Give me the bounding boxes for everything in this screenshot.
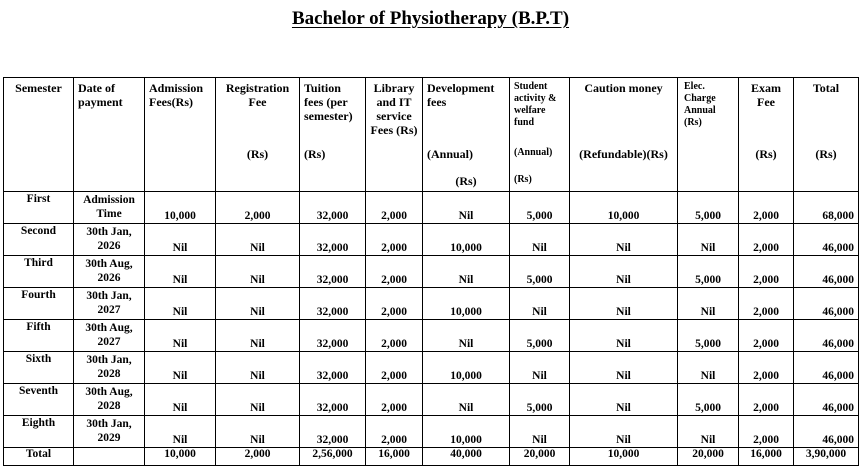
totals-exam: 16,000 bbox=[739, 448, 794, 466]
tuition-cell: 32,000 bbox=[300, 192, 366, 224]
library-cell: 2,000 bbox=[366, 416, 423, 448]
total-cell: 46,000 bbox=[794, 352, 859, 384]
totals-label: Total bbox=[4, 448, 74, 466]
semester-cell: Second bbox=[4, 224, 74, 256]
total-cell: 46,000 bbox=[794, 320, 859, 352]
exam-cell: 2,000 bbox=[739, 224, 794, 256]
student-cell: Nil bbox=[510, 352, 570, 384]
library-cell: 2,000 bbox=[366, 256, 423, 288]
header-caution: Caution money (Refundable)(Rs) bbox=[570, 78, 678, 192]
table-row bbox=[4, 384, 859, 416]
development-cell: 10,000 bbox=[423, 288, 510, 320]
date-cell: 30th Aug, 2026 bbox=[74, 256, 145, 288]
library-cell: 2,000 bbox=[366, 320, 423, 352]
totals-development: 40,000 bbox=[423, 448, 510, 466]
date-cell: 30th Jan, 2026 bbox=[74, 224, 145, 256]
table-row bbox=[4, 416, 859, 448]
library-cell: 2,000 bbox=[366, 352, 423, 384]
date-cell: 30th Jan, 2027 bbox=[74, 288, 145, 320]
development-cell: Nil bbox=[423, 384, 510, 416]
caution-cell: 10,000 bbox=[570, 192, 678, 224]
admission-cell: Nil bbox=[145, 384, 216, 416]
exam-cell: 2,000 bbox=[739, 288, 794, 320]
header-row bbox=[4, 78, 859, 192]
elec-cell: Nil bbox=[678, 288, 739, 320]
totals-elec: 20,000 bbox=[678, 448, 739, 466]
header-library: Library and IT service Fees (Rs) bbox=[366, 78, 423, 192]
total-cell: 46,000 bbox=[794, 256, 859, 288]
tuition-cell: 32,000 bbox=[300, 224, 366, 256]
registration-cell: Nil bbox=[216, 288, 300, 320]
student-cell: Nil bbox=[510, 416, 570, 448]
elec-cell: Nil bbox=[678, 224, 739, 256]
library-cell: 2,000 bbox=[366, 224, 423, 256]
registration-cell: Nil bbox=[216, 224, 300, 256]
tuition-cell: 32,000 bbox=[300, 320, 366, 352]
development-cell: Nil bbox=[423, 320, 510, 352]
semester-cell: Third bbox=[4, 256, 74, 288]
header-total: Total (Rs) bbox=[794, 78, 859, 192]
student-cell: 5,000 bbox=[510, 192, 570, 224]
table-row bbox=[4, 256, 859, 288]
caution-cell: Nil bbox=[570, 384, 678, 416]
totals-date bbox=[74, 448, 145, 466]
registration-cell: Nil bbox=[216, 256, 300, 288]
totals-caution: 10,000 bbox=[570, 448, 678, 466]
tuition-cell: 32,000 bbox=[300, 384, 366, 416]
tuition-cell: 32,000 bbox=[300, 288, 366, 320]
student-cell: Nil bbox=[510, 288, 570, 320]
development-cell: Nil bbox=[423, 192, 510, 224]
library-cell: 2,000 bbox=[366, 192, 423, 224]
exam-cell: 2,000 bbox=[739, 416, 794, 448]
admission-cell: Nil bbox=[145, 320, 216, 352]
admission-cell: Nil bbox=[145, 352, 216, 384]
caution-cell: Nil bbox=[570, 416, 678, 448]
elec-cell: Nil bbox=[678, 352, 739, 384]
totals-tuition: 2,56,000 bbox=[300, 448, 366, 466]
totals-student: 20,000 bbox=[510, 448, 570, 466]
total-cell: 46,000 bbox=[794, 416, 859, 448]
semester-cell: Sixth bbox=[4, 352, 74, 384]
registration-cell: Nil bbox=[216, 416, 300, 448]
exam-cell: 2,000 bbox=[739, 192, 794, 224]
development-cell: Nil bbox=[423, 256, 510, 288]
totals-admission: 10,000 bbox=[145, 448, 216, 466]
date-cell: 30th Aug, 2027 bbox=[74, 320, 145, 352]
semester-cell: First bbox=[4, 192, 74, 224]
exam-cell: 2,000 bbox=[739, 256, 794, 288]
totals-registration: 2,000 bbox=[216, 448, 300, 466]
total-cell: 46,000 bbox=[794, 288, 859, 320]
table-row bbox=[4, 288, 859, 320]
page-title: Bachelor of Physiotherapy (B.P.T) bbox=[291, 8, 570, 29]
development-cell: 10,000 bbox=[423, 352, 510, 384]
semester-cell: Fifth bbox=[4, 320, 74, 352]
admission-cell: Nil bbox=[145, 288, 216, 320]
date-cell: 30th Jan, 2028 bbox=[74, 352, 145, 384]
totals-library: 16,000 bbox=[366, 448, 423, 466]
registration-cell: Nil bbox=[216, 352, 300, 384]
header-registration: Registration Fee (Rs) bbox=[216, 78, 300, 192]
header-semester: Semester bbox=[4, 78, 74, 192]
tuition-cell: 32,000 bbox=[300, 416, 366, 448]
development-cell: 10,000 bbox=[423, 224, 510, 256]
exam-cell: 2,000 bbox=[739, 352, 794, 384]
registration-cell: Nil bbox=[216, 320, 300, 352]
header-development: Development fees (Annual) (Rs) bbox=[423, 78, 510, 192]
admission-cell: 10,000 bbox=[145, 192, 216, 224]
header-exam: Exam Fee (Rs) bbox=[739, 78, 794, 192]
registration-cell: 2,000 bbox=[216, 192, 300, 224]
header-date: Date of payment bbox=[74, 78, 145, 192]
tuition-cell: 32,000 bbox=[300, 352, 366, 384]
total-cell: 46,000 bbox=[794, 224, 859, 256]
table-row bbox=[4, 224, 859, 256]
development-cell: 10,000 bbox=[423, 416, 510, 448]
library-cell: 2,000 bbox=[366, 288, 423, 320]
table-row bbox=[4, 352, 859, 384]
totals-total: 3,90,000 bbox=[794, 448, 859, 466]
caution-cell: Nil bbox=[570, 224, 678, 256]
totals-row bbox=[4, 448, 859, 466]
elec-cell: 5,000 bbox=[678, 192, 739, 224]
admission-cell: Nil bbox=[145, 256, 216, 288]
header-student-activity: Student activity & welfare fund (Annual) (Rs) bbox=[510, 78, 570, 192]
exam-cell: 2,000 bbox=[739, 320, 794, 352]
total-cell: 46,000 bbox=[794, 384, 859, 416]
registration-cell: Nil bbox=[216, 384, 300, 416]
date-cell: 30th Jan, 2029 bbox=[74, 416, 145, 448]
admission-cell: Nil bbox=[145, 224, 216, 256]
header-elec: Elec. Charge Annual (Rs) bbox=[678, 78, 739, 192]
header-tuition: Tuition fees (per semester) (Rs) bbox=[300, 78, 366, 192]
semester-cell: Seventh bbox=[4, 384, 74, 416]
admission-cell: Nil bbox=[145, 416, 216, 448]
elec-cell: 5,000 bbox=[678, 320, 739, 352]
header-admission: Admission Fees(Rs) bbox=[145, 78, 216, 192]
table-row bbox=[4, 320, 859, 352]
date-cell: 30th Aug, 2028 bbox=[74, 384, 145, 416]
table-row bbox=[4, 192, 859, 224]
semester-cell: Fourth bbox=[4, 288, 74, 320]
elec-cell: Nil bbox=[678, 416, 739, 448]
caution-cell: Nil bbox=[570, 352, 678, 384]
student-cell: 5,000 bbox=[510, 384, 570, 416]
semester-cell: Eighth bbox=[4, 416, 74, 448]
elec-cell: 5,000 bbox=[678, 256, 739, 288]
date-cell: Admission Time bbox=[74, 192, 145, 224]
elec-cell: 5,000 bbox=[678, 384, 739, 416]
caution-cell: Nil bbox=[570, 256, 678, 288]
fee-table bbox=[3, 77, 859, 466]
student-cell: 5,000 bbox=[510, 320, 570, 352]
exam-cell: 2,000 bbox=[739, 384, 794, 416]
student-cell: 5,000 bbox=[510, 256, 570, 288]
tuition-cell: 32,000 bbox=[300, 256, 366, 288]
total-cell: 68,000 bbox=[794, 192, 859, 224]
caution-cell: Nil bbox=[570, 320, 678, 352]
student-cell: Nil bbox=[510, 224, 570, 256]
caution-cell: Nil bbox=[570, 288, 678, 320]
library-cell: 2,000 bbox=[366, 384, 423, 416]
